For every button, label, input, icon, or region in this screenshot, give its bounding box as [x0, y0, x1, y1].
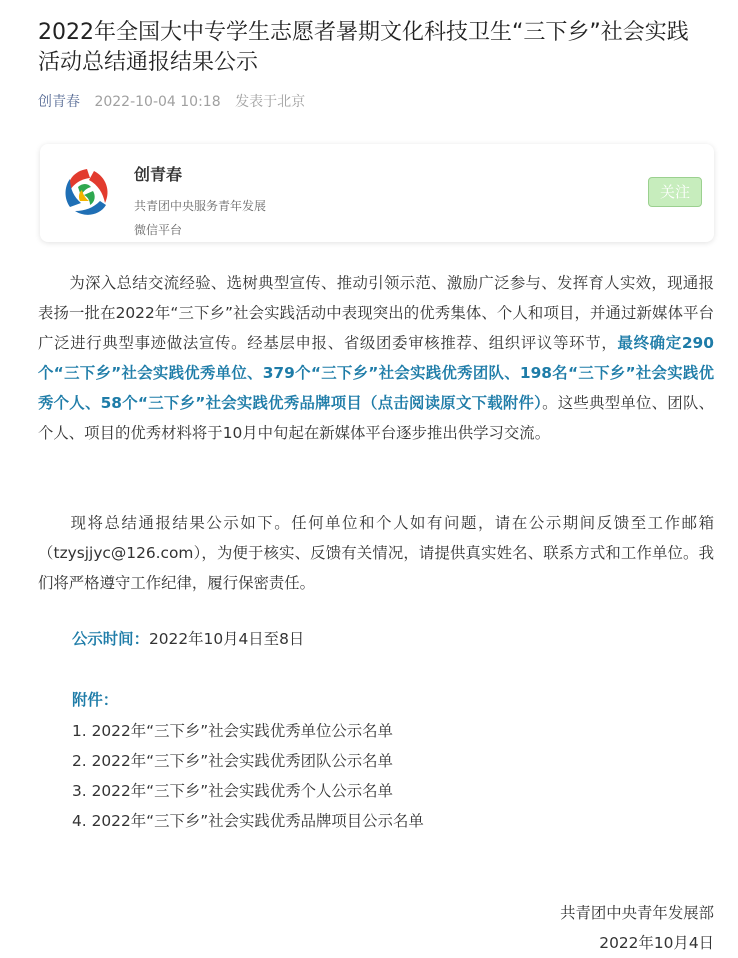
account-info: [134, 162, 266, 238]
read-original-link[interactable]: 最终确定290个“三下乡”社会实践优秀单位、379个“三下乡”社会实践优秀团队、198名“三下乡”社会实践优秀个人、58个“三下乡”社会实践优秀品牌项目（点击阅读原文下载附件）: [38, 334, 714, 412]
intro-text: 为深入总结交流经验、选树典型宣传、推动引领示范、激励广泛参与、发挥育人实效，现通报表扬一批在2022年“三下乡”社会实践活动中表现突出的优秀集体、个人和项目，并通过新媒体平台广泛进行典型事迹做法宣传。经基层申报、省级团委审核推荐、组织评议等环节，: [38, 274, 714, 352]
account-name: 创青春: [134, 165, 183, 184]
attachments-label: 附件：: [72, 691, 119, 709]
notice-text: 现将总结通报结果公示如下。任何单位和个人如有问题，请在公示期间反馈至工作邮箱（tzysjjyc@126.com），为便于核实、反馈有关情况，请提供真实姓名、联系方式和工作单位。我们将严格遵守工作纪律，履行保密责任。: [38, 514, 714, 592]
publish-location: 发表于北京: [235, 94, 306, 110]
account-description: 共青团中央服务青年发展: [134, 199, 267, 213]
publish-time: 2022-10-04 10:18: [94, 94, 221, 110]
notice-period: [72, 627, 304, 649]
signature-org: 共青团中央青年发展部: [560, 904, 714, 922]
account-type: 微信平台: [134, 223, 183, 237]
notice-period-label: 公示时间：: [72, 630, 149, 648]
notice-period-value: 2022年10月4日至8日: [148, 630, 305, 648]
paragraph-notice: [38, 508, 714, 598]
article-meta: [38, 91, 305, 111]
article-title: 2022年全国大中专学生志愿者暑期文化科技卫生“三下乡”社会实践活动总结通报结果公示: [38, 20, 689, 75]
attachments-list: [72, 716, 424, 836]
author-link[interactable]: 创青春: [38, 94, 80, 110]
attachment-item: 4. 2022年“三下乡”社会实践优秀品牌项目公示名单: [72, 812, 424, 830]
signature: [560, 898, 714, 958]
signature-date: 2022年10月4日: [599, 934, 714, 952]
attachment-item: 3. 2022年“三下乡”社会实践优秀个人公示名单: [72, 782, 393, 800]
paragraph-intro: [38, 268, 714, 448]
follow-button[interactable]: 关注: [648, 177, 702, 207]
account-card[interactable]: [40, 144, 714, 242]
intro-text-end: 。这些典型单位、团队、个人、项目的优秀材料将于10月中旬起在新媒体平台逐步推出供学习交流。: [38, 394, 714, 442]
attachment-item: 2. 2022年“三下乡”社会实践优秀团队公示名单: [72, 752, 393, 770]
account-logo-icon: [56, 161, 118, 223]
attachment-item: 1. 2022年“三下乡”社会实践优秀单位公示名单: [72, 722, 393, 740]
